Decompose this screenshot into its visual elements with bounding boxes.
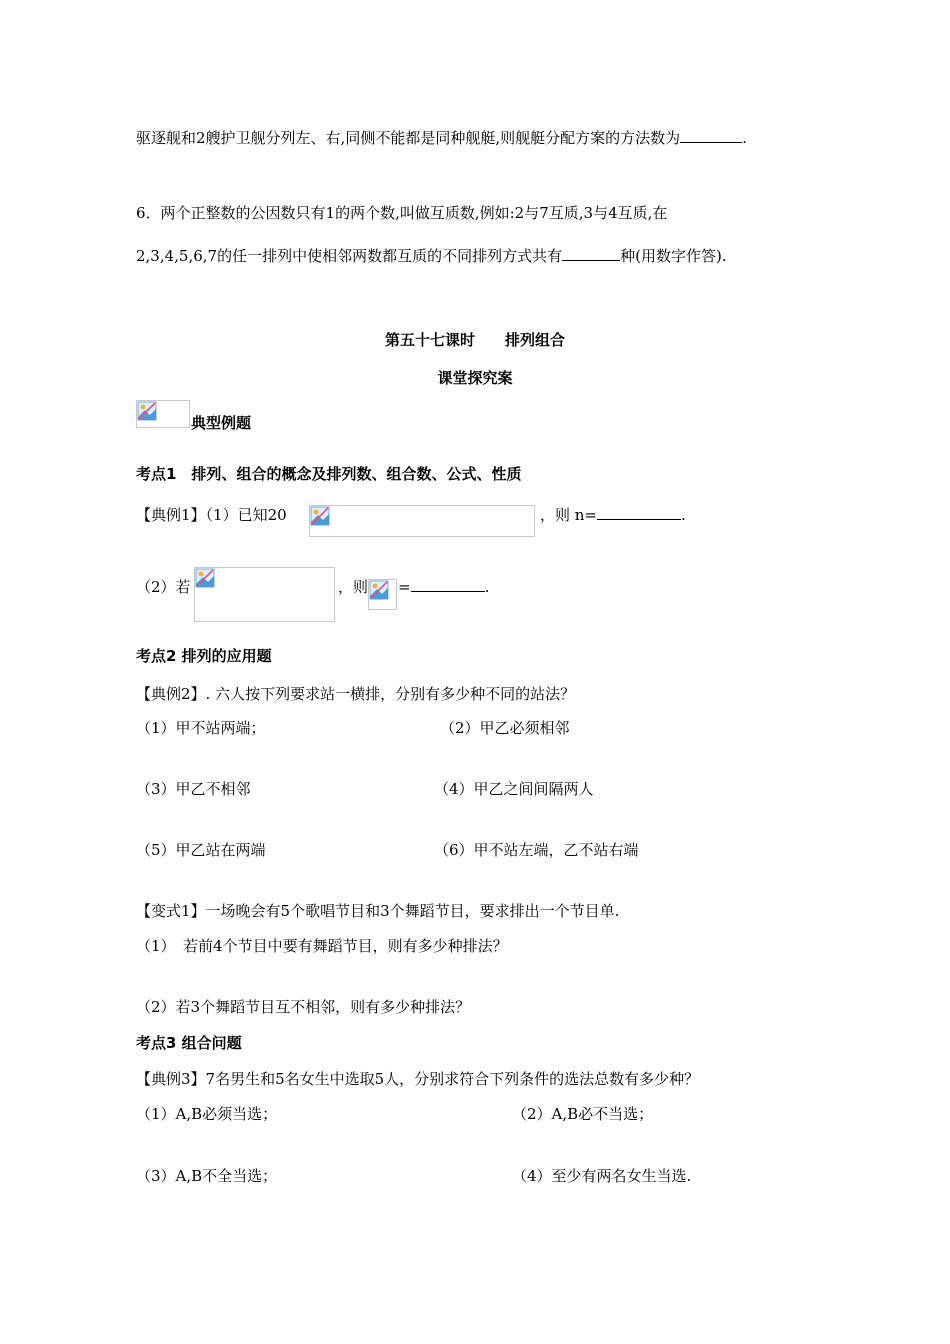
- lesson-title: 第五十七课时 排列组合: [384, 331, 565, 349]
- example-1-label: 【典例1】（1）已知20: [136, 506, 287, 524]
- example-3-item-4: （4）至少有两名女生当选.: [512, 1167, 692, 1185]
- example-3-item-1: （1）A,B必须当选；: [136, 1105, 278, 1123]
- problem-6-line-1: 6．两个正整数的公因数只有1的两个数,叫做互质数,例如:2与7互质,3与4互质,在: [136, 204, 668, 222]
- example-3-item-2: （2）A,B必不当选；: [512, 1105, 654, 1123]
- problem-6-text: 2,3,4,5,6,7的任一排列中使相邻两数都互质的不同排列方式共有: [136, 247, 563, 265]
- formula-image-placeholder: [309, 505, 535, 537]
- example-2-item-2: （2）甲乙必须相邻: [440, 719, 570, 737]
- answer-blank: [411, 577, 485, 592]
- example-3-item-3: （3）A,B不全当选；: [136, 1167, 278, 1185]
- example-1-part-2-prefix: （2）若: [136, 578, 191, 596]
- broken-image-icon: [310, 506, 330, 526]
- example-2-item-4: （4）甲乙之间间隔两人: [434, 780, 594, 798]
- key-point-3-title: 考点3 组合问题: [136, 1034, 242, 1052]
- example-2-stem: 【典例2】. 六人按下列要求站一横排，分别有多少种不同的站法？: [136, 685, 576, 703]
- broken-image-icon: [137, 401, 157, 421]
- section-examples-heading: 典型例题: [191, 414, 252, 432]
- example-2-item-5: （5）甲乙站在两端: [136, 841, 266, 859]
- key-point-2-title: 考点2 排列的应用题: [136, 647, 272, 665]
- example-1-part-2-mid: ，则: [338, 578, 369, 596]
- problem-5-continuation: [136, 128, 747, 148]
- example-2-item-1: （1）甲不站两端；: [136, 719, 266, 737]
- example-1-answer-label: ，则 n=: [540, 506, 597, 524]
- problem-6-end: 种(用数字作答).: [620, 247, 727, 265]
- problem-5-end: .: [742, 129, 747, 147]
- answer-blank: [680, 128, 742, 143]
- broken-image-icon: [195, 568, 215, 588]
- variant-1-stem: 【变式1】一场晚会有5个歌唱节目和3个舞蹈节目，要求排出一个节目单.: [136, 902, 620, 920]
- broken-image-icon: [369, 580, 389, 600]
- variant-1-question-1: （1） 若前4个节目中要有舞蹈节目，则有多少种排法？: [136, 937, 508, 955]
- formula-image-placeholder: [194, 567, 335, 622]
- variant-1-question-2: （2）若3个舞蹈节目互不相邻，则有多少种排法？: [136, 998, 471, 1016]
- key-point-1-title: 考点1 排列、组合的概念及排列数、组合数、公式、性质: [136, 465, 522, 483]
- answer-blank: [562, 246, 620, 261]
- example-1-part-2-answer: [398, 577, 489, 597]
- formula-image-placeholder: [368, 579, 397, 610]
- problem-6-line-2: [136, 246, 727, 266]
- lesson-subtitle: 课堂探究案: [437, 369, 513, 387]
- example-1-part-2-end: .: [484, 578, 490, 596]
- answer-blank: [597, 505, 681, 520]
- equals-sign: =: [398, 578, 411, 596]
- example-3-stem: 【典例3】7名男生和5名女生中选取5人，分别求符合下列条件的选法总数有多少种？: [136, 1070, 700, 1088]
- example-1-answer: [540, 505, 686, 525]
- example-2-item-3: （3）甲乙不相邻: [136, 780, 251, 798]
- example-2-item-6: （6）甲不站左端，乙不站右端: [434, 841, 639, 859]
- problem-5-text: 驱逐舰和2艘护卫舰分列左、右,同侧不能都是同种舰艇,则舰艇分配方案的方法数为: [136, 129, 681, 147]
- broken-image-placeholder: [136, 400, 190, 428]
- example-1-end: .: [681, 506, 686, 524]
